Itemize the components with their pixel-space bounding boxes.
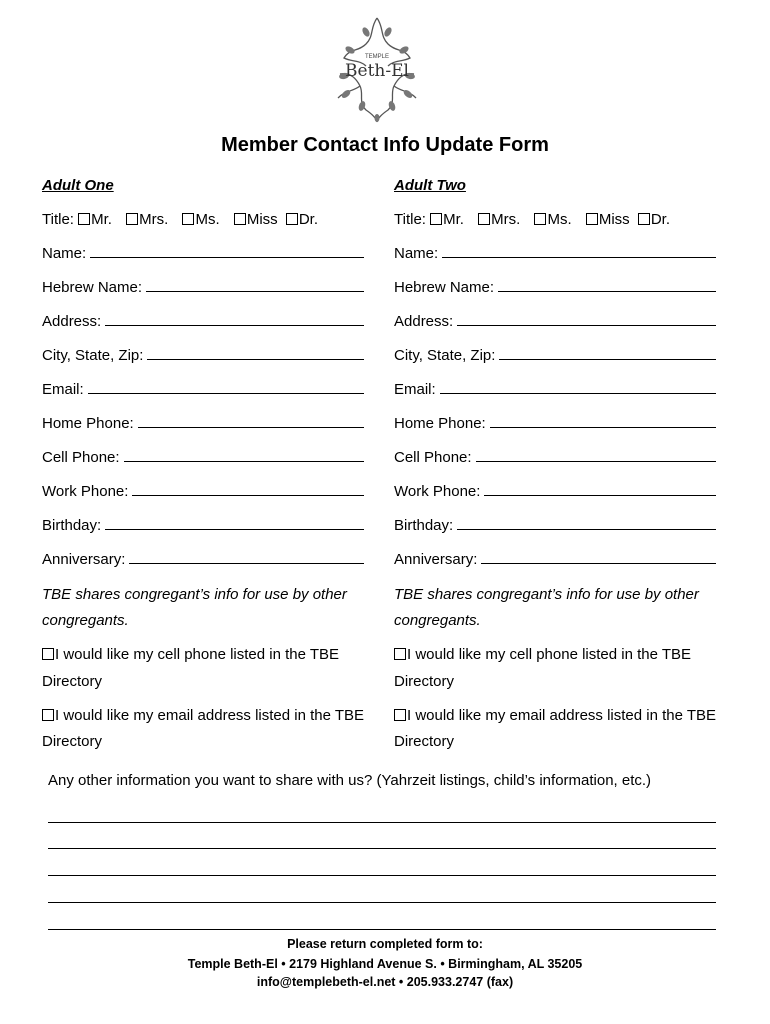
logo-top-text: TEMPLE [364, 54, 389, 60]
adult-two-city-state-zip-row [394, 347, 716, 364]
adult-two-home-phone-field[interactable] [490, 415, 716, 428]
adult-one-city-state-zip-field[interactable] [147, 347, 364, 360]
adult-two-email-field[interactable] [440, 381, 716, 394]
adult-one-work-phone-row [42, 483, 364, 500]
adult-two-home-phone-row [394, 415, 716, 432]
adult-one-hebrew-name-label: Hebrew Name: [42, 279, 143, 296]
adult-one-birthday-row [42, 517, 364, 534]
adult-one-cell-directory-line2: Directory [42, 673, 103, 690]
adult-two-hebrew-name-field[interactable] [498, 279, 716, 292]
checkbox-mrs[interactable] [126, 213, 138, 225]
footer-address: Temple Beth-El • 2179 Highland Avenue S. • Birmingham, AL 35205 [187, 957, 583, 971]
adult-two-city-state-zip-field[interactable] [499, 347, 716, 360]
adult-two-anniversary-row [394, 551, 716, 568]
adult-two-share-note-line1: TBE shares congregant’s info for use by other [394, 586, 699, 603]
adult-one-work-phone-label: Work Phone: [42, 483, 129, 500]
adult-two-work-phone-label: Work Phone: [394, 483, 481, 500]
adult-two-email-row [394, 381, 716, 398]
adult-one-name-row [42, 245, 364, 262]
checkbox-cell-directory[interactable] [42, 648, 54, 660]
adult-one-address-label: Address: [42, 313, 102, 330]
adult-two-name-field[interactable] [442, 245, 716, 258]
adult-two-city-state-zip-label: City, State, Zip: [394, 347, 496, 364]
checkbox-dr[interactable] [638, 213, 650, 225]
adult-two-hebrew-name-row [394, 279, 716, 296]
other-info-line[interactable] [48, 902, 716, 903]
adult-two-work-phone-row [394, 483, 716, 500]
footer-contact: info@templebeth-el.net • 205.933.2747 (fax) [256, 975, 514, 989]
adult-two-birthday-label: Birthday: [394, 517, 454, 534]
adult-two-birthday-field[interactable] [457, 517, 716, 530]
adult-one-heading: Adult One [42, 177, 114, 194]
adult-two-cell-phone-label: Cell Phone: [394, 449, 472, 466]
adult-one-home-phone-row [42, 415, 364, 432]
adult-two-email-label: Email: [394, 381, 436, 398]
adult-two-heading: Adult Two [394, 177, 466, 194]
adult-two-address-row [394, 313, 716, 330]
checkbox-email-directory[interactable] [42, 709, 54, 721]
adult-one-email-directory-option: I would like my email address listed in the TBE [42, 707, 364, 724]
other-info-line[interactable] [48, 875, 716, 876]
adult-two-email-directory-line2: Directory [394, 733, 455, 750]
adult-two-hebrew-name-label: Hebrew Name: [394, 279, 495, 296]
adult-two-address-label: Address: [394, 313, 454, 330]
other-info-line[interactable] [48, 929, 716, 930]
adult-two-work-phone-field[interactable] [484, 483, 716, 496]
adult-two-cell-directory-option: I would like my cell phone listed in the TBE [394, 646, 691, 663]
checkbox-cell-directory[interactable] [394, 648, 406, 660]
other-info-prompt: Any other information you want to share with us? (Yahrzeit listings, child’s information, etc.) [48, 772, 652, 789]
adult-one-cell-phone-row [42, 449, 364, 466]
adult-one-title-row: Title: Mr. Mrs. Ms. Miss Dr. [42, 211, 318, 228]
adult-two-anniversary-field[interactable] [481, 551, 716, 564]
adult-one-birthday-label: Birthday: [42, 517, 102, 534]
adult-two-cell-phone-field[interactable] [476, 449, 716, 462]
adult-one-anniversary-label: Anniversary: [42, 551, 126, 568]
adult-one-anniversary-field[interactable] [129, 551, 364, 564]
adult-two-birthday-row [394, 517, 716, 534]
adult-one-cell-phone-label: Cell Phone: [42, 449, 120, 466]
logo-name: Beth-El [345, 61, 409, 81]
adult-two-cell-directory-line2: Directory [394, 673, 455, 690]
checkbox-miss[interactable] [234, 213, 246, 225]
adult-one-email-row [42, 381, 364, 398]
checkbox-miss[interactable] [586, 213, 598, 225]
adult-two-home-phone-label: Home Phone: [394, 415, 486, 432]
adult-one-name-field[interactable] [90, 245, 364, 258]
adult-one-name-label: Name: [42, 245, 87, 262]
adult-two-cell-phone-row [394, 449, 716, 466]
adult-two-anniversary-label: Anniversary: [394, 551, 478, 568]
adult-two-title-row: Title: Mr. Mrs. Ms. Miss Dr. [394, 211, 670, 228]
checkbox-mr[interactable] [430, 213, 442, 225]
adult-one-birthday-field[interactable] [105, 517, 364, 530]
adult-two-address-field[interactable] [457, 313, 716, 326]
adult-two-email-directory-option: I would like my email address listed in the TBE [394, 707, 716, 724]
adult-one-hebrew-name-field[interactable] [146, 279, 364, 292]
adult-two-name-row [394, 245, 716, 262]
footer-return-note: Please return completed form to: [287, 937, 483, 951]
adult-one-home-phone-field[interactable] [138, 415, 364, 428]
checkbox-ms[interactable] [182, 213, 194, 225]
other-info-line[interactable] [48, 848, 716, 849]
adult-two-share-note-line2: congregants. [394, 612, 481, 629]
checkbox-mr[interactable] [78, 213, 90, 225]
adult-one-cell-phone-field[interactable] [124, 449, 364, 462]
adult-one-cell-directory-option: I would like my cell phone listed in the TBE [42, 646, 339, 663]
checkbox-ms[interactable] [534, 213, 546, 225]
adult-one-home-phone-label: Home Phone: [42, 415, 134, 432]
adult-one-anniversary-row [42, 551, 364, 568]
adult-one-city-state-zip-row [42, 347, 364, 364]
adult-one-hebrew-name-row [42, 279, 364, 296]
adult-one-city-state-zip-label: City, State, Zip: [42, 347, 144, 364]
adult-one-email-label: Email: [42, 381, 84, 398]
checkbox-mrs[interactable] [478, 213, 490, 225]
adult-one-share-note-line2: congregants. [42, 612, 129, 629]
form-title: Member Contact Info Update Form [221, 134, 549, 156]
adult-two-name-label: Name: [394, 245, 439, 262]
adult-one-email-field[interactable] [88, 381, 364, 394]
adult-one-address-row [42, 313, 364, 330]
adult-one-address-field[interactable] [105, 313, 364, 326]
checkbox-dr[interactable] [286, 213, 298, 225]
temple-beth-el-logo [330, 14, 424, 126]
checkbox-email-directory[interactable] [394, 709, 406, 721]
other-info-line[interactable] [48, 822, 716, 823]
adult-one-work-phone-field[interactable] [132, 483, 364, 496]
adult-one-email-directory-line2: Directory [42, 733, 103, 750]
adult-one-share-note-line1: TBE shares congregant’s info for use by other [42, 586, 347, 603]
